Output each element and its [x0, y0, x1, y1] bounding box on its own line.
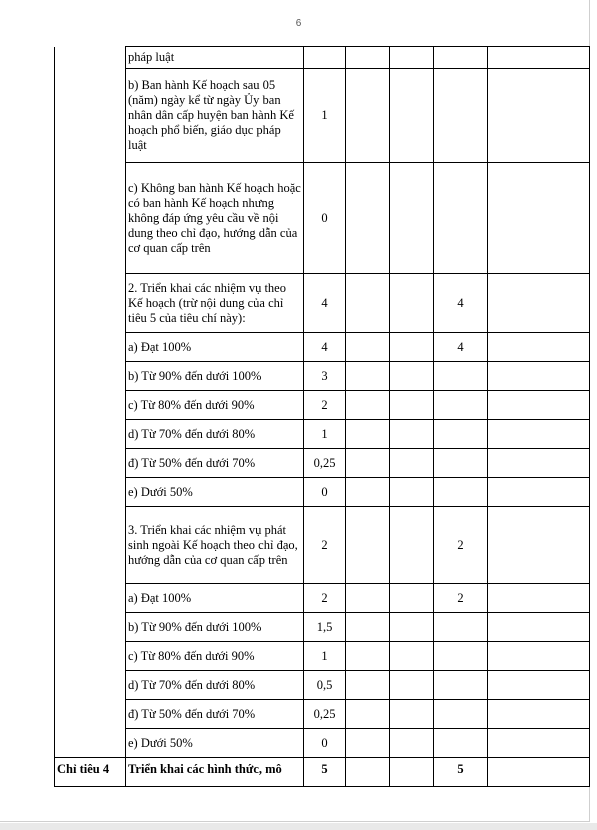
content-cell: a) Đạt 100% — [126, 333, 304, 362]
empty-cell — [390, 507, 434, 584]
empty-cell — [488, 671, 590, 700]
page-number: 6 — [295, 18, 302, 29]
empty-cell — [390, 449, 434, 478]
max-score-cell: 3 — [304, 362, 346, 391]
empty-cell — [346, 478, 390, 507]
table-row — [55, 333, 590, 362]
table-row — [55, 391, 590, 420]
max-score-cell: 0 — [304, 478, 346, 507]
empty-cell — [390, 478, 434, 507]
empty-cell — [390, 758, 434, 787]
empty-cell — [346, 420, 390, 449]
table-row — [55, 671, 590, 700]
table-row — [55, 69, 590, 163]
assessed-score-cell: 4 — [434, 333, 488, 362]
content-cell: b) Từ 90% đến dưới 100% — [126, 362, 304, 391]
content-cell: c) Từ 80% đến dưới 90% — [126, 642, 304, 671]
content-cell: b) Từ 90% đến dưới 100% — [126, 613, 304, 642]
empty-cell — [488, 700, 590, 729]
empty-cell — [346, 47, 390, 69]
content-cell: đ) Từ 50% đến dưới 70% — [126, 449, 304, 478]
table-row — [55, 420, 590, 449]
empty-cell — [390, 613, 434, 642]
empty-cell — [346, 391, 390, 420]
content-cell: 2. Triển khai các nhiệm vụ theo Kế hoạch (trừ nội dung của chỉ tiêu 5 của tiêu chí này): — [126, 274, 304, 333]
table-row — [55, 729, 590, 758]
empty-cell — [390, 584, 434, 613]
table-row — [55, 507, 590, 584]
empty-cell — [390, 274, 434, 333]
assessed-score-cell — [434, 420, 488, 449]
assessed-score-cell — [434, 613, 488, 642]
max-score-cell: 0 — [304, 163, 346, 274]
empty-cell — [346, 642, 390, 671]
assessed-score-cell — [434, 729, 488, 758]
page-gap — [0, 823, 597, 830]
empty-cell — [390, 642, 434, 671]
content-cell: a) Đạt 100% — [126, 584, 304, 613]
empty-cell — [346, 671, 390, 700]
empty-cell — [390, 163, 434, 274]
table-row-criterion-4 — [55, 758, 590, 787]
empty-cell — [346, 584, 390, 613]
empty-cell — [488, 163, 590, 274]
table-row — [55, 584, 590, 613]
max-score-cell: 0,25 — [304, 700, 346, 729]
empty-cell — [488, 333, 590, 362]
max-score-cell: 0,5 — [304, 671, 346, 700]
table-row — [55, 642, 590, 671]
empty-cell — [390, 700, 434, 729]
max-score-cell: 2 — [304, 584, 346, 613]
content-cell: d) Từ 70% đến dưới 80% — [126, 671, 304, 700]
assessed-score-cell — [434, 671, 488, 700]
empty-cell — [346, 333, 390, 362]
assessed-score-cell: 2 — [434, 507, 488, 584]
max-score-cell: 0 — [304, 729, 346, 758]
empty-cell — [488, 758, 590, 787]
empty-cell — [488, 613, 590, 642]
empty-cell — [488, 391, 590, 420]
content-cell: 3. Triển khai các nhiệm vụ phát sinh ngoài Kế hoạch theo chỉ đạo, hướng dẫn của cơ quan cấp trên — [126, 507, 304, 584]
max-score-cell: 1 — [304, 420, 346, 449]
criteria-table — [54, 46, 590, 787]
content-cell: đ) Từ 50% đến dưới 70% — [126, 700, 304, 729]
criterion-cell-continued — [55, 47, 126, 758]
empty-cell — [488, 449, 590, 478]
empty-cell — [390, 391, 434, 420]
empty-cell — [346, 69, 390, 163]
empty-cell — [390, 671, 434, 700]
empty-cell — [346, 700, 390, 729]
empty-cell — [346, 613, 390, 642]
max-score-cell: 4 — [304, 274, 346, 333]
empty-cell — [488, 69, 590, 163]
empty-cell — [346, 758, 390, 787]
empty-cell — [346, 507, 390, 584]
empty-cell — [390, 333, 434, 362]
assessed-score-cell — [434, 362, 488, 391]
empty-cell — [488, 507, 590, 584]
content-cell: c) Từ 80% đến dưới 90% — [126, 391, 304, 420]
empty-cell — [390, 47, 434, 69]
criterion-cell: Chỉ tiêu 4 — [55, 758, 126, 787]
assessed-score-cell: 2 — [434, 584, 488, 613]
assessed-score-cell — [434, 449, 488, 478]
empty-cell — [488, 420, 590, 449]
content-cell: d) Từ 70% đến dưới 80% — [126, 420, 304, 449]
table-row — [55, 613, 590, 642]
max-score-cell: 1 — [304, 69, 346, 163]
content-cell: e) Dưới 50% — [126, 729, 304, 758]
empty-cell — [346, 274, 390, 333]
content-cell: e) Dưới 50% — [126, 478, 304, 507]
assessed-score-cell — [434, 700, 488, 729]
empty-cell — [390, 362, 434, 391]
empty-cell — [488, 47, 590, 69]
empty-cell — [390, 420, 434, 449]
max-score-cell: 4 — [304, 333, 346, 362]
table-row — [55, 700, 590, 729]
content-cell: b) Ban hành Kế hoạch sau 05 (năm) ngày kể từ ngày Ủy ban nhân dân cấp huyện ban hành Kế hoạch phổ biến, giáo dục pháp luật — [126, 69, 304, 163]
empty-cell — [346, 449, 390, 478]
content-cell: Triển khai các hình thức, mô — [126, 758, 304, 787]
max-score-cell — [304, 47, 346, 69]
empty-cell — [488, 478, 590, 507]
assessed-score-cell — [434, 69, 488, 163]
empty-cell — [346, 362, 390, 391]
table-row — [55, 47, 590, 69]
table-row — [55, 449, 590, 478]
empty-cell — [346, 163, 390, 274]
max-score-cell: 1 — [304, 642, 346, 671]
table-row — [55, 163, 590, 274]
assessed-score-cell: 4 — [434, 274, 488, 333]
content-cell: c) Không ban hành Kế hoạch hoặc có ban hành Kế hoạch nhưng không đáp ứng yêu cầu về nội dung theo chỉ đạo, hướng dẫn của cơ quan cấp trên — [126, 163, 304, 274]
empty-cell — [488, 362, 590, 391]
assessed-score-cell — [434, 642, 488, 671]
assessed-score-cell — [434, 478, 488, 507]
assessed-score-cell — [434, 47, 488, 69]
assessed-score-cell — [434, 391, 488, 420]
table-row — [55, 478, 590, 507]
empty-cell — [488, 274, 590, 333]
assessed-score-cell: 5 — [434, 758, 488, 787]
empty-cell — [390, 69, 434, 163]
empty-cell — [488, 642, 590, 671]
assessed-score-cell — [434, 163, 488, 274]
table-row — [55, 362, 590, 391]
table-row — [55, 274, 590, 333]
max-score-cell: 2 — [304, 507, 346, 584]
max-score-cell: 2 — [304, 391, 346, 420]
max-score-cell: 1,5 — [304, 613, 346, 642]
empty-cell — [390, 729, 434, 758]
empty-cell — [488, 729, 590, 758]
empty-cell — [488, 584, 590, 613]
empty-cell — [346, 729, 390, 758]
max-score-cell: 5 — [304, 758, 346, 787]
content-cell: pháp luật — [126, 47, 304, 69]
max-score-cell: 0,25 — [304, 449, 346, 478]
